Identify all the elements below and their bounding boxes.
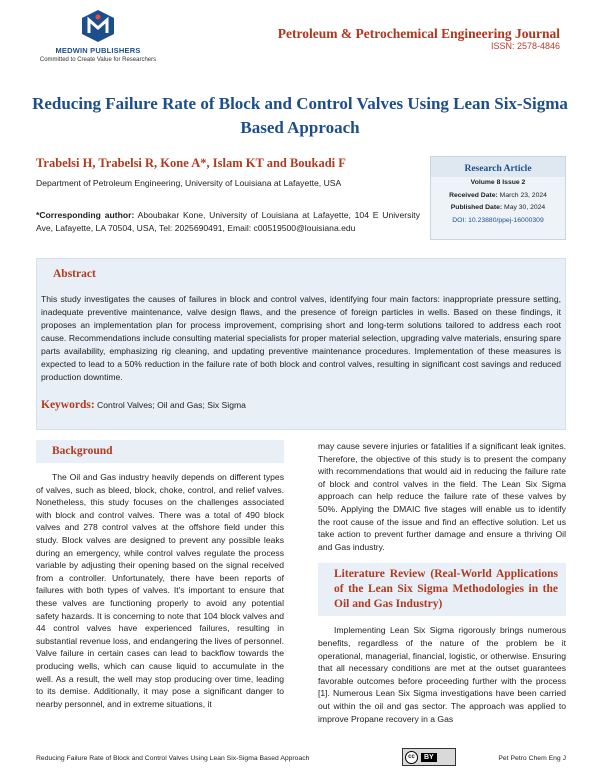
received-date: Received Date: March 23, 2024 (449, 191, 547, 199)
corresponding-text[interactable]: Aboubakar Kone, University of Louisiana at Lafayette, 104 E University Ave, Lafayette, LA 70504, USA, Tel: 2025690491, Email: c00519500@louisiana.edu (36, 210, 420, 233)
medwin-logo-icon (78, 8, 118, 44)
keywords-label: Keywords: (41, 399, 95, 411)
publisher-tagline: Committed to Create Value for Researchers (39, 57, 157, 63)
journal-issn: ISSN: 2578-4846 (490, 41, 560, 51)
article-info-box (430, 156, 566, 240)
corresponding-label: *Corresponding author: (36, 210, 135, 220)
footer-running-title: Reducing Failure Rate of Block and Control Valves Using Lean Six-Sigma Based Approach (36, 755, 310, 762)
abstract-heading: Abstract (53, 268, 96, 280)
keywords-list: Control Valves; Oil and Gas; Six Sigma (94, 400, 246, 410)
license-by-label: BY (421, 753, 437, 762)
literature-review-heading: Literature Review (Real-World Applications of the Lean Six Sigma Methodologies in the Oil and Gas Industry) (318, 563, 566, 616)
footer-journal-abbrev: Pet Petro Chem Eng J (498, 755, 566, 762)
article-title: Reducing Failure Rate of Block and Control Valves Using Lean Six-Sigma Based Approach (32, 94, 568, 137)
article-type: Research Article (431, 157, 565, 177)
volume-issue: Volume 8 Issue 2 (470, 179, 526, 186)
creative-commons-icon: cc (405, 751, 418, 764)
abstract-panel (36, 258, 566, 430)
abstract-text: This study investigates the causes of failures in block and control valves, identifying four main factors: inappropriate pressure setting, inadequate preventive maintenance, valve design flaws, and the presence of foreign particles in wells. Based on these findings, it proposes an implementation plan for process improvement, comprising short and long-term solutions tailored to address each root cause. Recommendations include consulting material specialists for proper material selection, upgrading valve materials, ensuring spare parts availability, emphasizing rig cleaning, and updating preventive maintenance procedures. Implementation of these measures is expected to lead to a 50% reduction in the failure rate of both block and control valves, resulting in significant cost savings and reduced production downtime. (41, 294, 561, 382)
background-paragraph: The Oil and Gas industry heavily depends on different types of valves, such as bleed, block, choke, control, and relief valves. Nonetheless, this study focuses on the challenges associated with block and control valves. There was a total of 490 block valves and 278 control valves at the offshore field under this study. Block valves are designed to prevent any possible leaks during an emergency, while control valves regulate the process variable by adjusting their opening based on the signal received from a controller. Unfortunately, there have been reports of failures with both types of valves. It's important to ensure that these valves are functioning properly to avoid any potential safety hazards. It is concerning to note that 104 block valves and 44 control valves have experienced failures, resulting in substantial revenue loss, and endangering the lives of personnel. Valve failure in certain cases can lead to backflow towards the producing wells, which can cause liquid to accumulate in the well. As a result, the well may stop producing over time, leading to its demise. Additionally, it may pose a significant danger to nearby personnel, and in extreme situations, it (36, 472, 284, 709)
published-date: Published Date: May 30, 2024 (450, 204, 546, 211)
right-column (318, 440, 566, 725)
corresponding-author (36, 209, 420, 235)
cc-license-badge[interactable] (402, 748, 456, 766)
publisher-logo[interactable] (38, 8, 158, 63)
literature-review-paragraph: Implementing Lean Six Sigma rigorously brings numerous benefits, regardless of the nature of the problem be it operational, managerial, financial, logistic, or otherwise. Ensuring that all necessary conditions are met at the outset guarantees favorable outcomes before proceeding further with the process [1]. Numerous Lean Six Sigma investigations have been carried out within the oil and gas sector. The approach was applied to improve Propane recovery in a Gas (318, 625, 566, 724)
author-affiliation: Department of Petroleum Engineering, University of Louisiana at Lafayette, USA (36, 178, 342, 188)
background-continuation: may cause severe injuries or fatalities if a significant leak ignites. Therefore, the objective of this study is to present the company with recommendations that would aid in reducing the failure rate of block and control valves in the field. The Lean Six Sigma approach can help reduce the failure rate of these valves by 50%. Applying the DMAIC five stages will enable us to identify the root cause of the issue and find an effective solution. Let us take action to prevent further damage and ensure a thriving Oil and Gas industry. (318, 441, 566, 552)
article-authors: Trabelsi H, Trabelsi R, Kone A*, Islam KT and Boukadi F (36, 156, 346, 170)
background-heading: Background (36, 440, 284, 463)
doi-link[interactable]: DOI: 10.23880/ppej-16000309 (452, 216, 544, 224)
journal-title[interactable]: Petroleum & Petrochemical Engineering Journal (277, 26, 560, 41)
publisher-name: MEDWIN PUBLISHERS (55, 46, 141, 55)
left-column (36, 440, 284, 710)
keywords (41, 399, 246, 411)
